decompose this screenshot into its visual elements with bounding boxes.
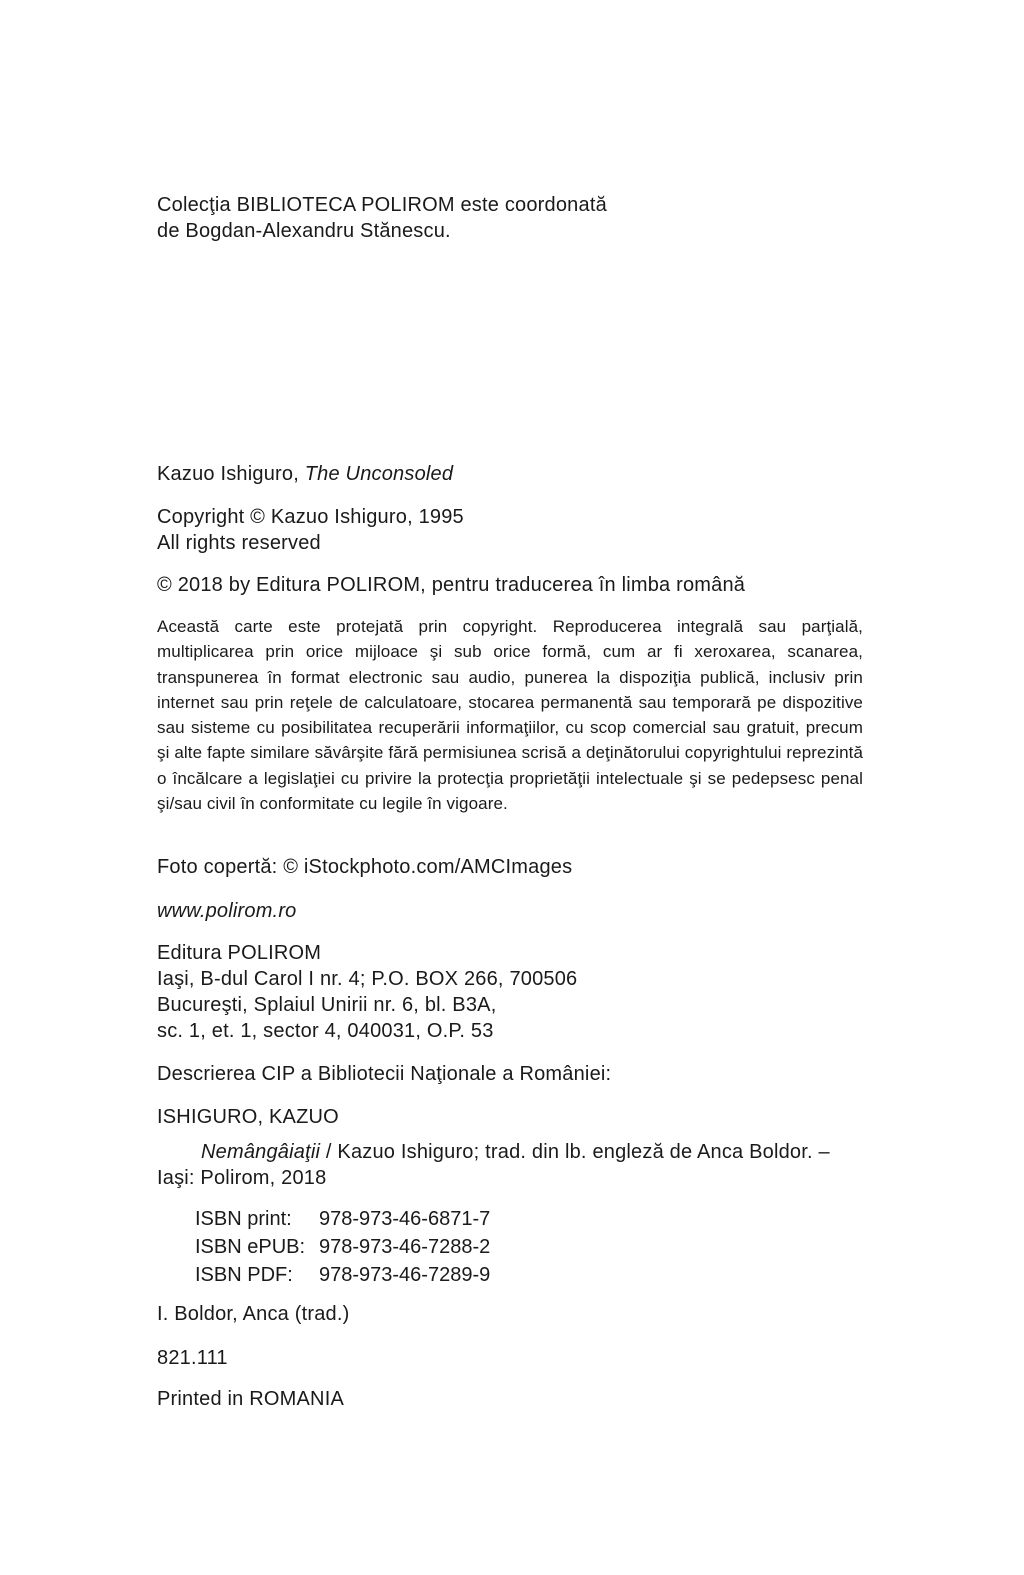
isbn-label: ISBN ePUB: — [195, 1236, 306, 1258]
cip-title: Nemângâiaţii — [201, 1141, 321, 1163]
publisher-name: Editura POLIROM — [157, 942, 322, 964]
publisher-address-3: sc. 1, et. 1, sector 4, 040031, O.P. 53 — [157, 1020, 494, 1042]
isbn-row-epub — [195, 1233, 915, 1261]
original-title-italic: The Unconsoled — [304, 463, 454, 485]
translation-copyright-line: © 2018 by Editura POLIROM, pentru traducerea în limba română — [157, 574, 746, 596]
cip-title-line — [157, 1139, 877, 1165]
copyright-line-1: Copyright © Kazuo Ishiguro, 1995 — [157, 506, 464, 528]
collection-note-line-1: Colecţia BIBLIOTECA POLIROM este coordonată — [157, 194, 607, 216]
cover-photo-line: Foto copertă: © iStockphoto.com/AMCImages — [157, 856, 573, 878]
legal-notice — [157, 614, 877, 816]
cip-record — [157, 1104, 877, 1191]
publisher-address-2: Bucureşti, Splaiul Unirii nr. 6, bl. B3A, — [157, 994, 497, 1016]
contributor-line: I. Boldor, Anca (trad.) — [157, 1303, 350, 1325]
original-author: Kazuo Ishiguro, — [157, 463, 305, 485]
isbn-value: 978-973-46-7289-9 — [319, 1264, 491, 1286]
isbn-value: 978-973-46-7288-2 — [319, 1236, 491, 1258]
legal-notice-text: Această carte este protejată prin copyright. Reproducerea integrală sau parţială, multiplicarea prin orice mijloace şi sub orice formă, cum ar fi xeroxarea, scanarea, transpunerea în format electronic sau audio, punerea la dispoziţia publică, inclusiv prin internet sau prin reţele de calculatoare, stocarea permanentă sau temporară pe dispozitive sau sisteme cu posibilitatea recuperării informaţiilor, cu scop comercial sau gratuit, precum şi alte fapte similare săvârşite fără permisiunea scrisă a deţinătorului copyrightului reprezintă o încălcare a legislaţiei cu privire la protecţia proprietăţii intelectuale şi se pedepsesc penal şi/sau civil în conformitate cu legile în vigoare. — [157, 617, 863, 814]
collection-note — [157, 192, 877, 244]
classification — [157, 1345, 877, 1371]
isbn-label: ISBN PDF: — [195, 1264, 293, 1286]
isbn-value: 978-973-46-6871-7 — [319, 1208, 491, 1230]
cip-heading-line: Descrierea CIP a Bibliotecii Naţionale a României: — [157, 1063, 612, 1085]
cip-imprint: Iaşi: Polirom, 2018 — [157, 1167, 327, 1189]
cip-author-heading: ISHIGURO, KAZUO — [157, 1106, 339, 1128]
publisher-block — [157, 940, 877, 1044]
cover-photo-credit — [157, 854, 877, 880]
original-title-line — [157, 461, 877, 487]
cip-responsibility: / Kazuo Ishiguro; trad. din lb. engleză de Anca Boldor. – — [320, 1141, 830, 1163]
classification-line: 821.111 — [157, 1347, 228, 1369]
website — [157, 898, 877, 924]
publisher-address-1: Iaşi, B-dul Carol I nr. 4; P.O. BOX 266, 700506 — [157, 968, 578, 990]
cip-heading — [157, 1061, 877, 1087]
original-title — [157, 461, 877, 487]
website-link[interactable]: www.polirom.ro — [157, 900, 297, 922]
isbn-row-print — [195, 1205, 915, 1233]
cip-contributor — [157, 1301, 877, 1327]
collection-note-line-2: de Bogdan-Alexandru Stănescu. — [157, 220, 451, 242]
printed-in — [157, 1386, 877, 1412]
isbn-label: ISBN print: — [195, 1208, 292, 1230]
translation-copyright — [157, 572, 877, 598]
isbn-list — [195, 1205, 915, 1289]
copyright-block — [157, 504, 877, 556]
copyright-line-2: All rights reserved — [157, 532, 321, 554]
printed-in-line: Printed in ROMANIA — [157, 1388, 344, 1410]
isbn-row-pdf — [195, 1261, 915, 1289]
